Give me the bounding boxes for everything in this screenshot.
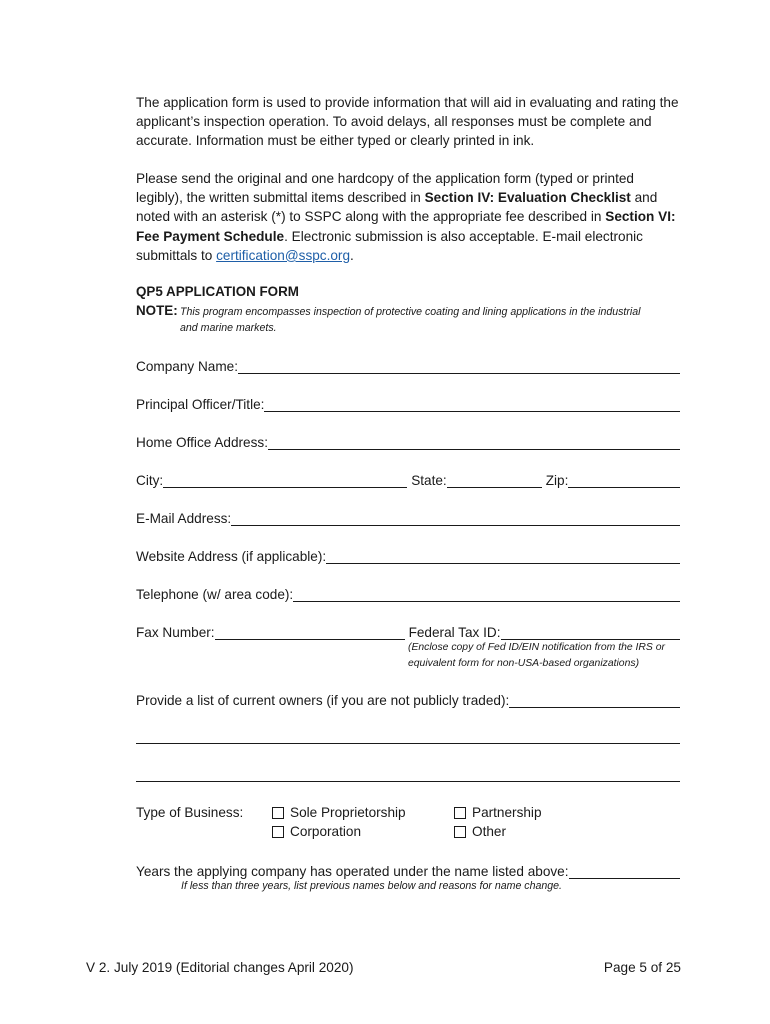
footer-page-number: Page 5 of 25	[603, 960, 681, 975]
website-row	[136, 546, 680, 566]
checkbox-other[interactable]	[454, 824, 506, 839]
zip-field[interactable]	[568, 471, 680, 488]
years-label: Years the applying company has operated under the name listed above:	[136, 864, 569, 879]
checkbox-icon[interactable]	[454, 807, 466, 819]
fax-field[interactable]	[215, 623, 405, 640]
checkbox-corporation[interactable]	[272, 824, 361, 839]
company-name-field[interactable]	[238, 357, 680, 374]
checkbox-icon[interactable]	[454, 826, 466, 838]
principal-officer-label: Principal Officer/Title:	[136, 397, 265, 412]
city-state-zip-row	[136, 470, 680, 490]
home-office-field[interactable]	[268, 433, 680, 450]
fed-tax-hint: (Enclose copy of Fed ID/EIN notification from the IRS or equivalent form for non-USA-based organizations)	[408, 642, 665, 669]
intro-text-2e: . Electronic submission is also acceptable. E-mail electronic submittals to	[136, 228, 643, 263]
years-field[interactable]	[569, 862, 680, 879]
checkbox-icon[interactable]	[272, 826, 284, 838]
checkbox-partnership[interactable]	[454, 805, 542, 820]
telephone-row	[136, 584, 680, 604]
intro-text-2a: Please send the original and one hardcopy of the application form (typed or printed legibly), the written submittal items described in	[136, 171, 634, 206]
principal-officer-row	[136, 394, 680, 414]
email-field[interactable]	[231, 509, 680, 526]
form-title: QP5 APPLICATION FORM	[136, 284, 299, 299]
intro-text-1: The application form is used to provide information that will aid in evaluating and rating the applicant’s inspection operation. To avoid delays, all responses must be complete and accurate. Information must be either typed or clearly printed in ink.	[136, 95, 679, 149]
fed-tax-field[interactable]	[501, 623, 681, 640]
home-office-label: Home Office Address:	[136, 435, 268, 450]
company-name-label: Company Name:	[136, 359, 238, 374]
home-office-row	[136, 432, 680, 452]
checkbox-label: Corporation	[290, 824, 362, 839]
intro-text-2c: and noted with an asterisk (*) to SSPC along with the appropriate fee described in	[136, 190, 658, 225]
company-name-row	[136, 356, 680, 376]
city-label: City:	[136, 473, 164, 488]
email-row	[136, 508, 680, 528]
checkbox-label: Partnership	[472, 805, 542, 820]
checkbox-label: Other	[472, 824, 506, 839]
years-hint: If less than three years, list previous names below and reasons for name change.	[181, 880, 562, 892]
intro-paragraph-1	[136, 93, 681, 151]
business-type-label: Type of Business:	[136, 805, 244, 820]
owners-field[interactable]	[509, 691, 680, 708]
state-field[interactable]	[447, 471, 542, 488]
owners-row	[136, 690, 680, 710]
owners-line-3[interactable]	[136, 781, 680, 782]
zip-label: Zip:	[545, 473, 569, 488]
telephone-label: Telephone (w/ area code):	[136, 587, 294, 602]
years-row	[136, 861, 680, 881]
intro-text-2f: .	[350, 247, 354, 263]
fax-fed-row	[136, 622, 680, 642]
website-field[interactable]	[326, 547, 680, 564]
intro-paragraph-2	[136, 169, 681, 265]
city-field[interactable]	[163, 471, 407, 488]
principal-officer-field[interactable]	[264, 395, 680, 412]
fax-label: Fax Number:	[136, 625, 215, 640]
website-label: Website Address (if applicable):	[136, 549, 327, 564]
owners-label: Provide a list of current owners (if you are not publicly traded):	[136, 693, 510, 708]
checkbox-icon[interactable]	[272, 807, 284, 819]
owners-line-2[interactable]	[136, 743, 680, 744]
checkbox-label: Sole Proprietorship	[290, 805, 406, 820]
note-text: This program encompasses inspection of protective coating and lining applications in the industrial and marine markets.	[180, 306, 641, 334]
email-link[interactable]: certification@sspc.org	[216, 247, 351, 263]
section-vi-ref: Section VI: Fee Payment Schedule	[136, 209, 676, 244]
state-label: State:	[411, 473, 447, 488]
email-label: E-Mail Address:	[136, 511, 232, 526]
telephone-field[interactable]	[293, 585, 680, 602]
fed-tax-label: Federal Tax ID:	[408, 625, 501, 640]
section-iv-ref: Section IV: Evaluation Checklist	[424, 190, 631, 206]
footer-version: V 2. July 2019 (Editorial changes April 2020)	[86, 960, 354, 975]
note-label: NOTE:	[136, 303, 178, 318]
checkbox-sole-proprietorship[interactable]	[272, 805, 406, 820]
